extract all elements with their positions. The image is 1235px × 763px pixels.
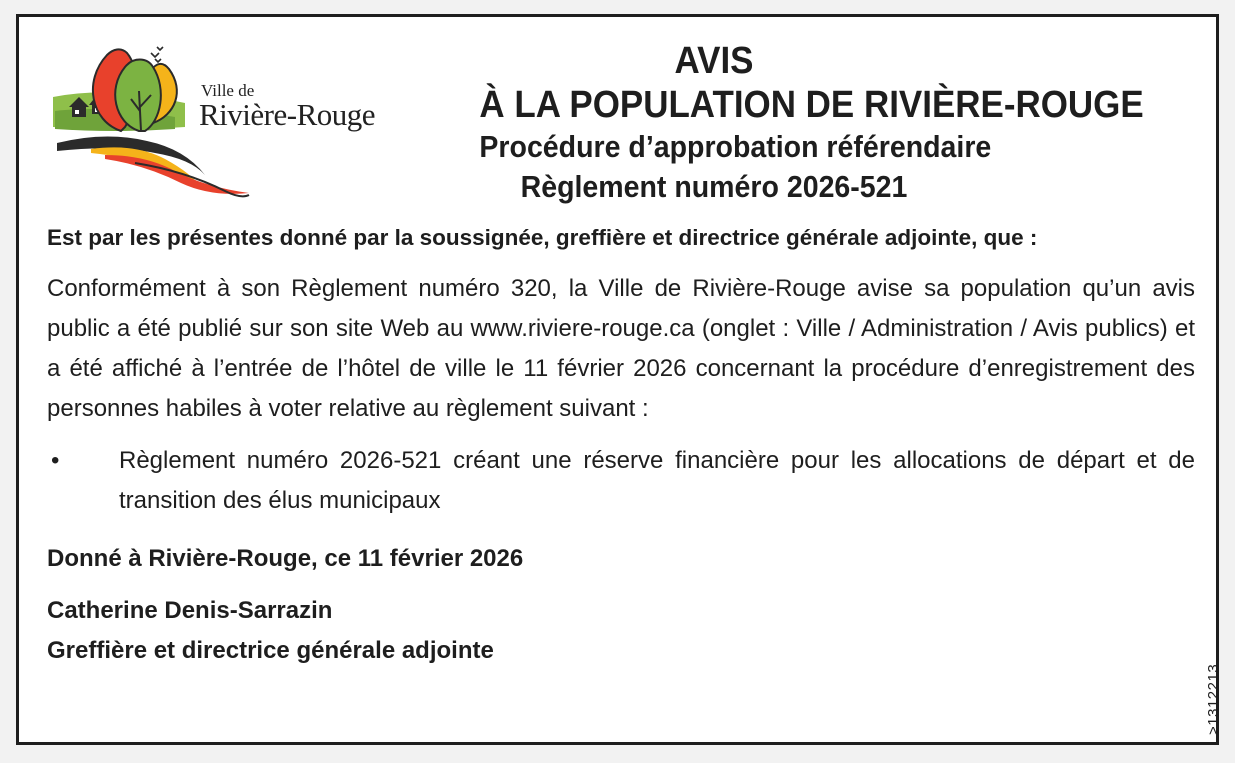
bylaw-description: Règlement numéro 2026-521 créant une réserve financière pour les allocations de départ et de transition des élus municipaux (119, 447, 1195, 514)
notice-procedure: Procédure d’approbation référendaire (479, 129, 992, 164)
notice-title: AVIS (674, 40, 754, 82)
notice-frame (16, 14, 1222, 745)
city-logo (35, 31, 405, 201)
signatory-title: Greffière et directrice générale adjointe (47, 637, 494, 664)
notice-audience: À LA POPULATION DE RIVIÈRE-ROUGE (479, 84, 1144, 126)
bylaw-list-item (47, 441, 1195, 521)
reference-number: >1312213 (1205, 663, 1222, 735)
given-statement: Donné à Rivière-Rouge, ce 11 février 2026 (47, 545, 524, 572)
notice-body (47, 225, 1195, 671)
bullet-icon: • (51, 447, 60, 474)
intro-statement: Est par les présentes donné par la soussignée, greffière et directrice générale adjointe, que : (47, 225, 1038, 250)
notice-bylaw: Règlement numéro 2026-521 (520, 169, 908, 204)
logo-text-small: Ville de (201, 81, 255, 100)
signatory-name: Catherine Denis-Sarrazin (47, 597, 333, 624)
notice-header (479, 39, 1144, 207)
logo-text-city: Rivière-Rouge (199, 97, 376, 132)
main-paragraph: Conformément à son Règlement numéro 320, la Ville de Rivière-Rouge avise sa population qu’un avis public a été publié sur son site Web au www.riviere-rouge.ca (onglet : Ville / Administration / Avis publics) et a été affiché à l’entrée de l’hôtel de ville le 11 février 2026 concernant la procédure d’enregistrement des personnes habiles à voter relative au règlement suivant : (47, 275, 1195, 422)
